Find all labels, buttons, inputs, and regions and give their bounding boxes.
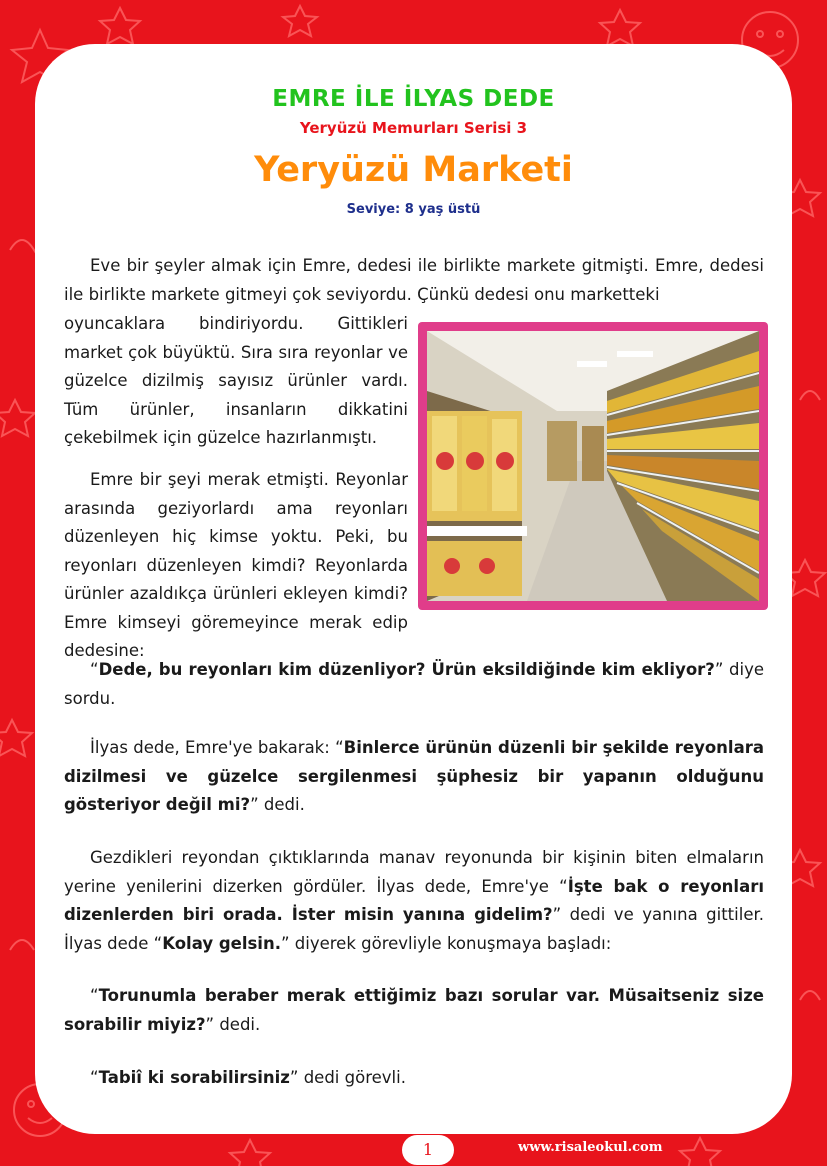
paragraph-3 (64, 656, 764, 713)
paragraph-5 (64, 844, 764, 958)
star-doodle-icon (0, 400, 35, 436)
page-number: 1 (402, 1135, 454, 1165)
paragraph-2 (64, 466, 408, 666)
dede-suggestion: İşte bak o reyonları dizenlerden biri orada. İster misin yanına gidelim? (64, 876, 765, 924)
paragraph-text: ” dedi. (205, 1014, 261, 1034)
dede-answer: Binlerce ürünün düzenli bir şekilde reyonlara dizilmesi ve güzelce sergilenmesi şüphesiz bir yapanın olduğunu gösteriyor değil mi? (64, 738, 764, 814)
paragraph-text: ” diyerek görevliyle konuşmaya başladı: (280, 933, 612, 953)
website-link[interactable]: www.risaleokul.com (518, 1140, 663, 1155)
quote-mark: “ (90, 1068, 99, 1087)
quote-mark: “ (90, 660, 99, 679)
paragraph-7 (64, 1064, 764, 1093)
paragraph-text: ” diye sordu. (64, 660, 764, 708)
star-doodle-icon (283, 6, 317, 36)
paragraph-text: İlyas dede, Emre'ye bakarak: “ (90, 738, 344, 757)
emre-question: Dede, bu reyonları kim düzenliyor? Ürün eksildiğinde kim ekliyor? (98, 660, 715, 679)
supermarket-aisle-image (427, 331, 759, 601)
series-title: EMRE İLE İLYAS DEDE (272, 86, 555, 112)
paragraph-4 (64, 734, 764, 820)
star-doodle-icon (0, 720, 32, 756)
series-subtitle: Yeryüzü Memurları Serisi 3 (299, 119, 528, 137)
paragraph-text: Gezdikleri reyondan çıktıklarında manav reyonunda bir kişinin biten elmaların yerine yenilerini dizerken gördüler. İlyas dede, Emre'ye “ (64, 848, 764, 896)
star-doodle-icon (230, 1140, 270, 1166)
paragraph-1-intro (64, 252, 764, 309)
paragraph-text: oyuncaklara bindiriyordu. Gittikleri market çok büyüktü. Sıra sıra reyonlar ve güzelce dizilmiş sayısız ürünler vardı. Tüm ürünler, insanların dikkatini çekebilmek için güzelce hazırlanmıştı. (64, 314, 408, 447)
paragraph-text: ” dedi görevli. (289, 1068, 406, 1087)
dede-request: Torunumla beraber merak ettiğimiz bazı sorular var. Müsaitseniz size sorabilir miyiz? (64, 986, 764, 1034)
star-doodle-icon (100, 8, 140, 44)
paragraph-text: ” dedi ve yanına gittiler. İlyas dede “ (64, 905, 764, 953)
paragraph-text: ” dedi. (250, 795, 305, 814)
star-doodle-icon (680, 1138, 720, 1166)
worker-reply: Tabiî ki sorabilirsiniz (98, 1068, 290, 1087)
level-label: Seviye: 8 yaş üstü (346, 202, 481, 217)
paragraph-1-continued (64, 310, 408, 453)
greeting: Kolay gelsin. (162, 933, 281, 953)
story-title: Yeryüzü Marketi (254, 150, 573, 190)
paragraph-6 (64, 982, 764, 1039)
paragraph-text: Emre bir şeyi merak etmişti. Reyonlar arasında geziyorlardı ama reyonları düzenleyen hiç kimse yoktu. Peki, bu reyonları düzenleyen kimdi? Reyonlarda ürünler azaldıkça ürünleri ekleyen kimdi? Emre kimseyi göremeyince merak edip dedesine: (64, 470, 408, 660)
paragraph-text: Eve bir şeyler almak için Emre, dedesi ile birlikte markete gitmişti. Emre, dedesi ile birlikte markete gitmeyi çok seviyordu. Çünkü dedesi onu marketteki (64, 256, 764, 304)
quote-mark: “ (90, 986, 99, 1005)
star-doodle-icon (600, 10, 640, 46)
